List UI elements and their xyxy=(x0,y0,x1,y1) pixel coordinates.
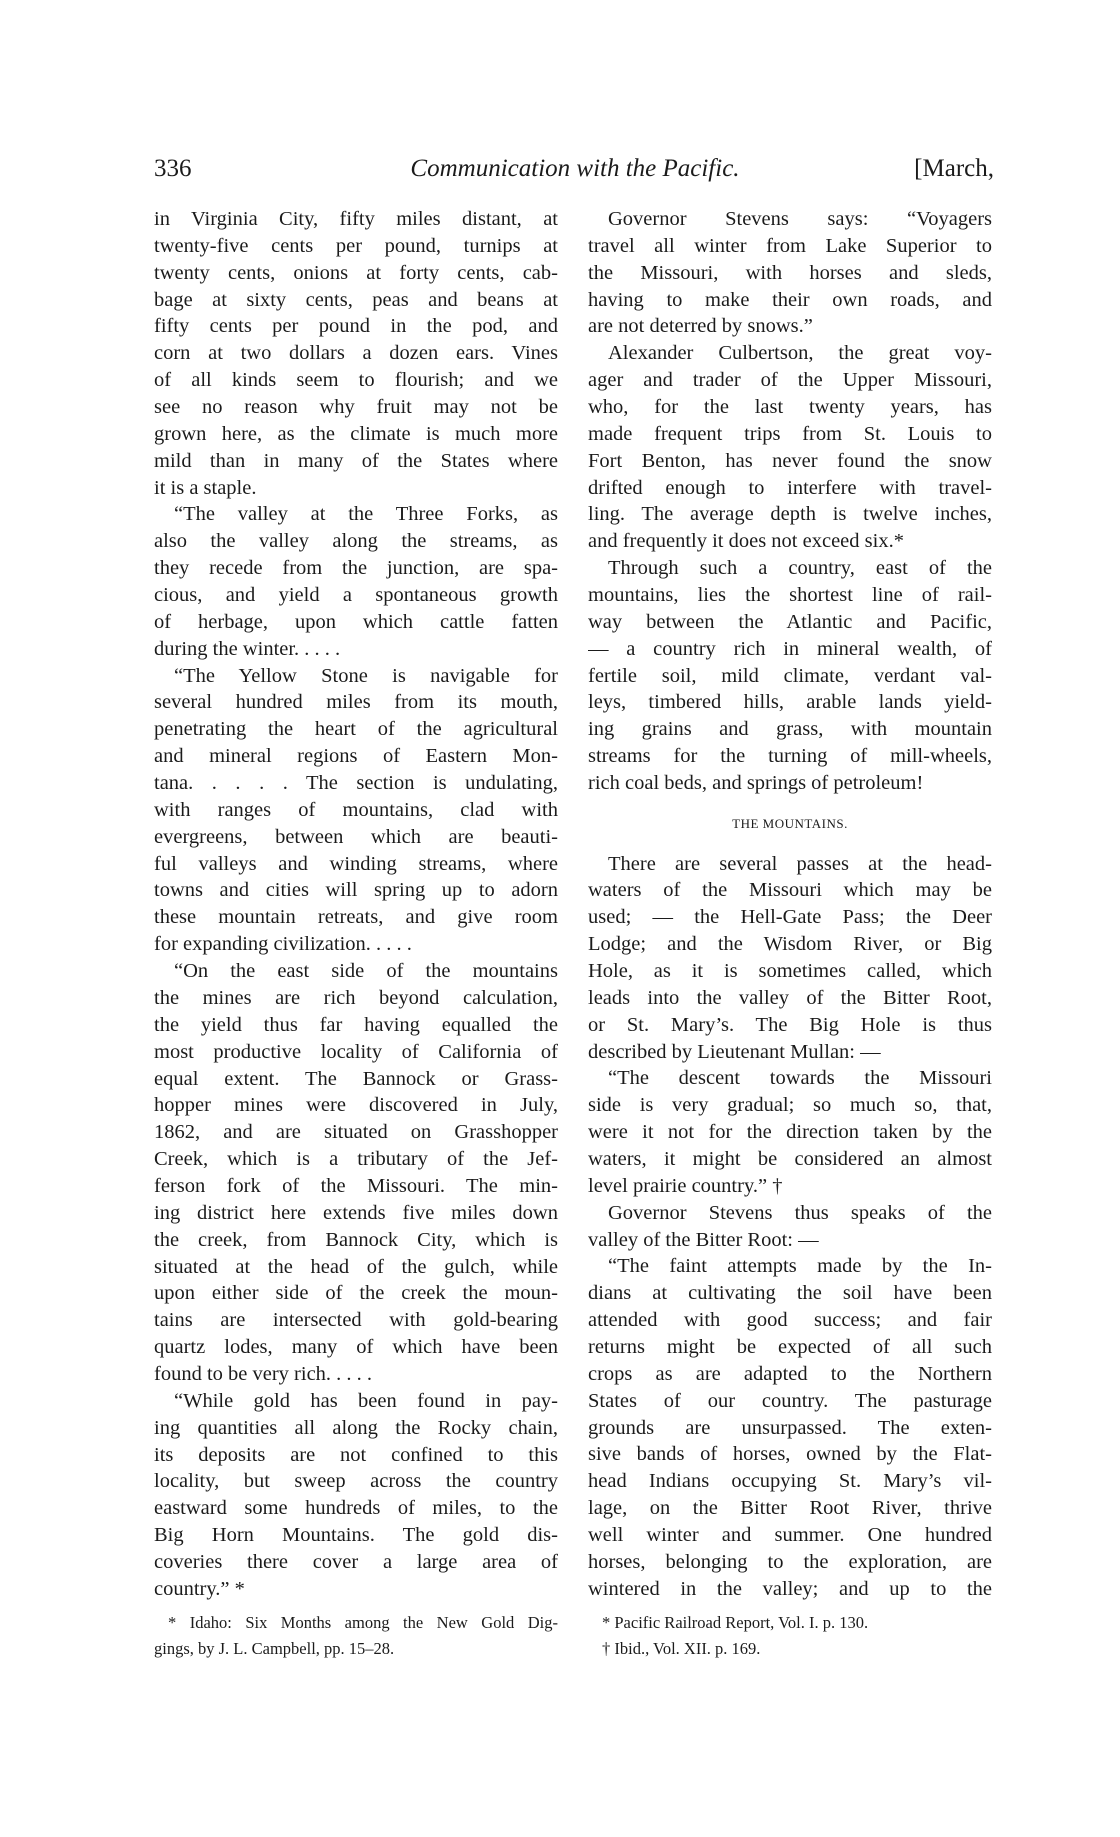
text-line: mild than in many of the States where xyxy=(154,449,558,472)
text-line: in Virginia City, fifty miles distant, at xyxy=(154,208,558,230)
text-line: sive bands of horses, owned by the Flat- xyxy=(588,1443,992,1466)
text-line: side is very gradual; so much so, that, xyxy=(588,1094,992,1117)
paragraph xyxy=(154,501,558,662)
text-line: rich coal beds, and springs of petroleum! xyxy=(588,772,924,795)
text-line: horses, belonging to the exploration, are xyxy=(588,1550,992,1573)
text-line: its deposits are not confined to this xyxy=(154,1443,558,1466)
text-line: “The valley at the Three Forks, as xyxy=(174,503,558,526)
text-line: Governor Stevens says: “Voyagers xyxy=(608,208,992,230)
text-line: Lodge; and the Wisdom River, or Big xyxy=(588,933,992,956)
left-column xyxy=(154,206,558,1603)
text-line: situated at the head of the gulch, while xyxy=(154,1255,558,1278)
footnote-line: gings, by J. L. Campbell, pp. 15–28. xyxy=(154,1639,395,1658)
text-line: locality, but sweep across the country xyxy=(154,1470,558,1493)
text-line: towns and cities will spring up to adorn xyxy=(154,879,558,902)
text-line: Alexander Culbertson, the great voy- xyxy=(608,342,992,365)
text-line: well winter and summer. One hundred xyxy=(588,1523,992,1546)
text-line: valley of the Bitter Root: — xyxy=(588,1228,819,1251)
text-line: “The faint attempts made by the In- xyxy=(608,1255,992,1278)
paragraph xyxy=(588,555,992,797)
text-line: lage, on the Bitter Root River, thrive xyxy=(588,1497,992,1520)
text-line: penetrating the heart of the agricultural xyxy=(154,718,558,741)
paragraph xyxy=(154,958,558,1388)
text-line: Fort Benton, has never found the snow xyxy=(588,449,992,472)
text-line: of herbage, upon which cattle fatten xyxy=(154,610,558,633)
text-line: during the winter. . . . . xyxy=(154,637,341,660)
text-line: fifty cents per pound in the pod, and xyxy=(154,315,558,338)
text-line: crops as are adapted to the Northern xyxy=(588,1362,992,1385)
paragraph xyxy=(588,206,992,340)
text-line: ing quantities all along the Rocky chain, xyxy=(154,1416,558,1439)
text-line: grounds are unsurpassed. The exten- xyxy=(588,1416,992,1439)
footnote-line: † Ibid., Vol. XII. p. 169. xyxy=(602,1639,761,1658)
text-line: found to be very rich. . . . . xyxy=(154,1362,373,1385)
text-line: or St. Mary’s. The Big Hole is thus xyxy=(588,1013,992,1036)
text-line: Creek, which is a tributary of the Jef- xyxy=(154,1148,558,1171)
text-line: Through such a country, east of the xyxy=(608,557,992,580)
text-line: it is a staple. xyxy=(154,476,257,499)
text-line: ing district here extends five miles down xyxy=(154,1201,558,1224)
text-line: leads into the valley of the Bitter Root, xyxy=(588,986,992,1009)
paragraph xyxy=(588,340,992,555)
text-line: level prairie country.” † xyxy=(588,1174,783,1197)
text-line: mountains, lies the shortest line of rail- xyxy=(588,584,992,607)
text-line: ling. The average depth is twelve inches, xyxy=(588,503,992,526)
text-line: for expanding civilization. . . . . xyxy=(154,933,412,956)
text-line: grown here, as the climate is much more xyxy=(154,422,558,445)
text-line: made frequent trips from St. Louis to xyxy=(588,422,992,445)
paragraph xyxy=(154,206,558,501)
text-line: coveries there cover a large area of xyxy=(154,1550,558,1573)
text-line: “On the east side of the mountains xyxy=(174,960,558,983)
text-line: wintered in the valley; and up to the xyxy=(588,1577,992,1600)
text-line: tana. . . . . The section is undulating, xyxy=(154,772,558,795)
text-line: the yield thus far having equalled the xyxy=(154,1013,558,1036)
text-line: equal extent. The Bannock or Grass- xyxy=(154,1067,558,1090)
text-line: “While gold has been found in pay- xyxy=(174,1389,558,1412)
text-line: Big Horn Mountains. The gold dis- xyxy=(154,1524,558,1547)
text-line: ful valleys and winding streams, where xyxy=(154,852,558,875)
paragraph xyxy=(588,1200,992,1254)
issue-date: [March, xyxy=(914,155,994,182)
text-line: hopper mines were discovered in July, xyxy=(154,1094,558,1117)
text-line: these mountain retreats, and give room xyxy=(154,906,558,929)
text-line: tains are intersected with gold-bearing xyxy=(154,1309,558,1332)
text-line: travel all winter from Lake Superior to xyxy=(588,234,992,257)
text-line: ferson fork of the Missouri. The min- xyxy=(154,1174,558,1197)
text-line: dians at cultivating the soil have been xyxy=(588,1282,992,1305)
text-line: the mines are rich beyond calculation, xyxy=(154,986,558,1009)
text-line: upon either side of the creek the moun- xyxy=(154,1282,558,1305)
running-title: Communication with the Pacific. xyxy=(410,155,740,182)
text-line: see no reason why fruit may not be xyxy=(154,396,558,419)
paragraph xyxy=(588,1065,992,1199)
text-line: returns might be expected of all such xyxy=(588,1335,992,1358)
text-line: head Indians occupying St. Mary’s vil- xyxy=(588,1470,992,1493)
paragraph xyxy=(588,1253,992,1602)
text-line: were it not for the direction taken by the xyxy=(588,1121,992,1144)
text-line: also the valley along the streams, as xyxy=(154,530,558,553)
text-line: “The descent towards the Missouri xyxy=(608,1067,992,1090)
text-line: Governor Stevens thus speaks of the xyxy=(608,1201,992,1224)
text-line: several hundred miles from its mouth, xyxy=(154,691,558,714)
text-line: States of our country. The pasturage xyxy=(588,1389,992,1412)
text-line: streams for the turning of mill-wheels, xyxy=(588,745,992,768)
text-line: corn at two dollars a dozen ears. Vines xyxy=(154,342,558,365)
paragraph xyxy=(588,851,992,1066)
text-line: bage at sixty cents, peas and beans at xyxy=(154,288,558,311)
text-line: twenty-five cents per pound, turnips at xyxy=(154,234,558,257)
footnotes-right xyxy=(588,1610,992,1662)
right-column xyxy=(588,206,992,1603)
text-line: — a country rich in mineral wealth, of xyxy=(588,637,992,660)
page-number: 336 xyxy=(154,155,192,182)
text-line: are not deterred by snows.” xyxy=(588,315,813,338)
footnote-line: * Pacific Railroad Report, Vol. I. p. 130. xyxy=(602,1613,869,1632)
text-line: “The Yellow Stone is navigable for xyxy=(174,664,558,687)
text-line: and frequently it does not exceed six.* xyxy=(588,530,904,553)
text-line: who, for the last twenty years, has xyxy=(588,396,992,419)
text-line: having to make their own roads, and xyxy=(588,288,992,311)
paragraph xyxy=(154,1388,558,1603)
text-line: attended with good success; and fair xyxy=(588,1309,992,1332)
text-line: way between the Atlantic and Pacific, xyxy=(588,610,992,633)
text-line: the Missouri, with horses and sleds, xyxy=(588,261,992,284)
text-line: of all kinds seem to flourish; and we xyxy=(154,369,558,392)
text-line: leys, timbered hills, arable lands yield- xyxy=(588,691,992,714)
footnotes-left xyxy=(154,1610,558,1662)
text-line: 1862, and are situated on Grasshopper xyxy=(154,1121,558,1144)
text-line: they recede from the junction, are spa- xyxy=(154,557,558,580)
text-line: Hole, as it is sometimes called, which xyxy=(588,959,992,982)
text-line: ing grains and grass, with mountain xyxy=(588,718,992,741)
text-line: country.” * xyxy=(154,1577,245,1600)
text-line: evergreens, between which are beauti- xyxy=(154,825,558,848)
text-line: waters, it might be considered an almost xyxy=(588,1147,992,1170)
text-line: the creek, from Bannock City, which is xyxy=(154,1228,558,1251)
text-line: fertile soil, mild climate, verdant val- xyxy=(588,664,992,687)
text-line: and mineral regions of Eastern Mon- xyxy=(154,745,558,768)
text-line: waters of the Missouri which may be xyxy=(588,879,992,902)
section-heading: THE MOUNTAINS. xyxy=(732,815,848,831)
text-line: twenty cents, onions at forty cents, cab- xyxy=(154,261,558,284)
text-line: There are several passes at the head- xyxy=(608,852,992,875)
text-line: cious, and yield a spontaneous growth xyxy=(154,584,558,607)
text-line: described by Lieutenant Mullan: — xyxy=(588,1040,881,1063)
text-line: used; — the Hell-Gate Pass; the Deer xyxy=(588,906,992,929)
text-line: quartz lodes, many of which have been xyxy=(154,1336,558,1359)
text-line: with ranges of mountains, clad with xyxy=(154,798,558,821)
paragraph xyxy=(154,663,558,958)
text-line: drifted enough to interfere with travel- xyxy=(588,476,992,499)
text-line: ager and trader of the Upper Missouri, xyxy=(588,369,992,392)
text-line: eastward some hundreds of miles, to the xyxy=(154,1497,558,1520)
text-line: most productive locality of California of xyxy=(154,1040,558,1063)
footnote-line: * Idaho: Six Months among the New Gold Dig- xyxy=(168,1613,558,1632)
